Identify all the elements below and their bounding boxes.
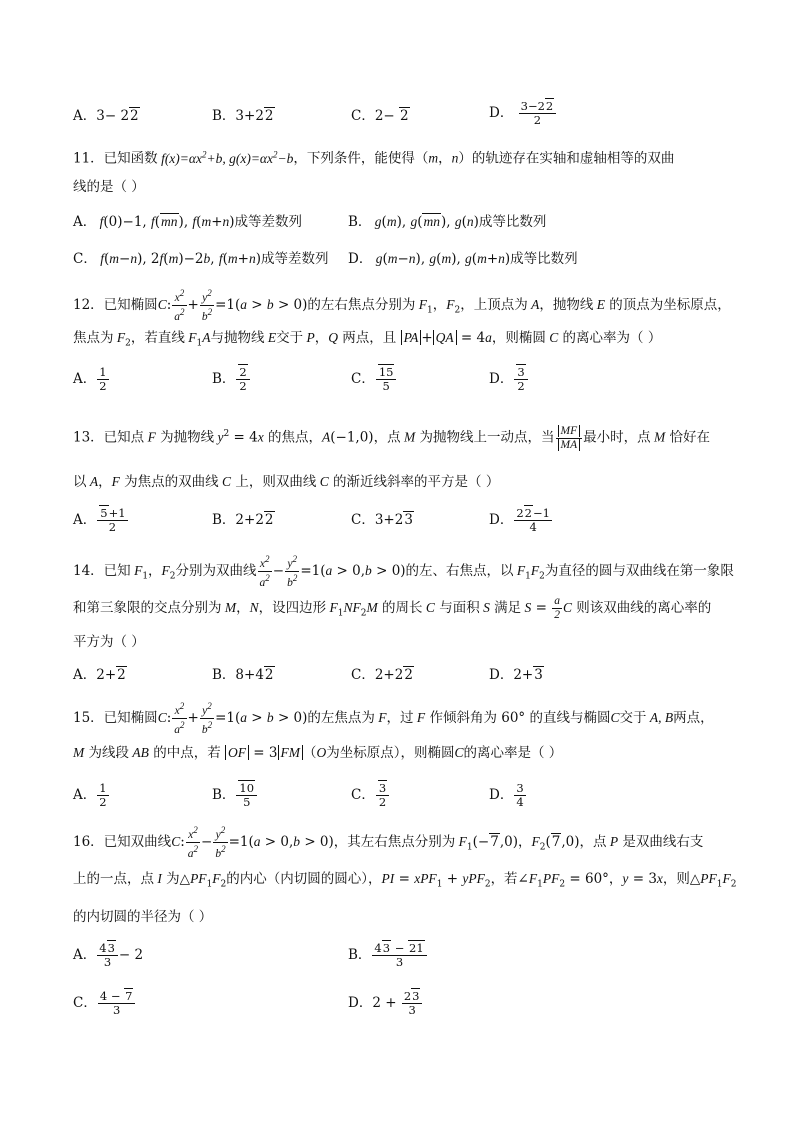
q12-option-b: B． $\frac{2}{2}$ (212, 366, 251, 393)
q15-option-c: C． $\frac{3}{2}$ (351, 782, 390, 809)
q13-stem-line1: 13．已知点 F 为抛物线 $y^2 = 4x$ 的焦点，A(−1,0)，点 M 为抛物线上一动点，当 $\frac{MF}{MA}$ 最小时，点 M 恰好在 (73, 424, 711, 451)
q12-stem-line1: 12．已知椭圆C: $\frac{x^2}{a^2}$ + $\frac{y^2}{b^2}$ =1(a > b > 0)的左右焦点分别为 $F_1$，$F_2$，上顶点为 A，抛物线 E 的顶点为坐标原点， (73, 288, 731, 323)
q13-option-b: B．2+22 (212, 512, 274, 528)
q10-option-d: D． $\frac{3-22}{2}$ (489, 100, 557, 127)
q16-option-b: B． $\frac{43 - 21}{3}$ (348, 942, 428, 969)
q13-stem-line2: 以 A，F 为焦点的双曲线 C 上，则双曲线 C 的渐近线斜率的平方是（ ） (73, 474, 500, 490)
q16-option-c: C． $\frac{4 - 7}{3}$ (73, 990, 136, 1017)
q16-option-d: D．2 + $\frac{23}{3}$ (348, 990, 423, 1017)
q16-stem-line1: 16．已知双曲线C: $\frac{x^2}{a^2}$ − $\frac{y^2}{b^2}$ =1(a > 0,b > 0)，其左右焦点分别为 $F_1(-7,0)$，$F_2(7,0)$，点 P 是双曲线右支 (73, 825, 704, 860)
q14-stem-line2: 和第三象限的交点分别为 M，N，设四边形 $F_1NF_2M$ 的周长 C 与面积 S 满足 S = $\frac{a}{2}$ C 则该双曲线的离心率的 (73, 595, 712, 621)
q14-option-b: B．8+42 (212, 667, 274, 683)
q12-option-d: D． $\frac{3}{2}$ (489, 366, 529, 393)
q15-option-d: D． $\frac{3}{4}$ (489, 781, 524, 809)
q14-option-c: C．2+22 (351, 667, 413, 683)
q10-option-b: B．3+22 (212, 108, 274, 124)
q16-stem-line2: 上的一点，点 I 为$\triangle PF_1F_2$的内心（内切圆的圆心），PI = xPF$_1$ + yPF$_2$，若$\angle F_1PF_2 = 60^\circ$，y = 3x，则$\triangle PF_1F_2$ (73, 871, 737, 890)
q15-option-a: A． $\frac{1}{2}$ (73, 781, 107, 809)
q15-stem-line2: M 为线段 AB 的中点，若 OF = 3 FM （O为坐标原点），则椭圆C的离心率是（ ） (73, 745, 563, 761)
q11-stem-line1: 11．已知函数 $f(x)=\alpha x^2+b$, $g(x)=\alpha x^2-b$，下列条件，能使得（m，n）的轨迹存在实轴和虚轴相等的双曲 (73, 149, 675, 167)
q11-stem-line2: 线的是（ ） (73, 179, 145, 195)
q11-option-a: A． f(0)−1, f(mn), f(m+n)成等差数列 (73, 214, 303, 230)
q12-stem-line2: 焦点为 $F_2$，若直线 $F_1A$与抛物线 E交于 P，Q 两点，且 PA + QA = 4a，则椭圆 C 的离心率为（ ） (73, 330, 662, 349)
q14-stem-line3: 平方为（ ） (73, 634, 145, 650)
q14-option-a: A．2+2 (73, 667, 126, 683)
q16-stem-line3: 的内切圆的半径为（ ） (73, 909, 213, 925)
q15-stem-line1: 15．已知椭圆C: $\frac{x^2}{a^2}$ + $\frac{y^2}{b^2}$ =1(a > b > 0)的左焦点为 F，过 F 作倾斜角为 60° 的直线与椭圆C交于 A, B两点， (73, 701, 714, 736)
q10-option-a: A．3− 22 (73, 108, 139, 124)
q12-option-a: A． $\frac{1}{2}$ (73, 365, 107, 393)
q14-stem-line1: 14．已知 $F_1$，$F_2$分别为双曲线 $\frac{x^2}{a^2}$ − $\frac{y^2}{b^2}$ =1(a > 0,b > 0)的左、右焦点，以 $F_1F_2$为直径的圆与双曲线在第一象限 (73, 554, 734, 589)
q11-option-b: B． g(m), g(mn), g(n)成等比数列 (348, 214, 547, 230)
q14-option-d: D．2+3 (489, 667, 543, 683)
q12-option-c: C． $\frac{15}{5}$ (351, 366, 397, 393)
q15-option-b: B． $\frac{10}{5}$ (212, 782, 258, 809)
q11-option-c: C． f(m−n), 2f(m)−2b, f(m+n)成等差数列 (73, 251, 329, 267)
q16-option-a: A． $\frac{43}{3}$ − 2 (73, 941, 144, 969)
q13-option-c: C．3+23 (351, 512, 413, 528)
q11-option-d: D． g(m−n), g(m), g(m+n)成等比数列 (348, 251, 578, 267)
q10-option-c: C．2− 2 (351, 108, 409, 124)
q13-option-a: A． $\frac{5+1}{2}$ (73, 506, 126, 534)
q13-option-d: D． $\frac{22-1}{4}$ (489, 506, 550, 534)
